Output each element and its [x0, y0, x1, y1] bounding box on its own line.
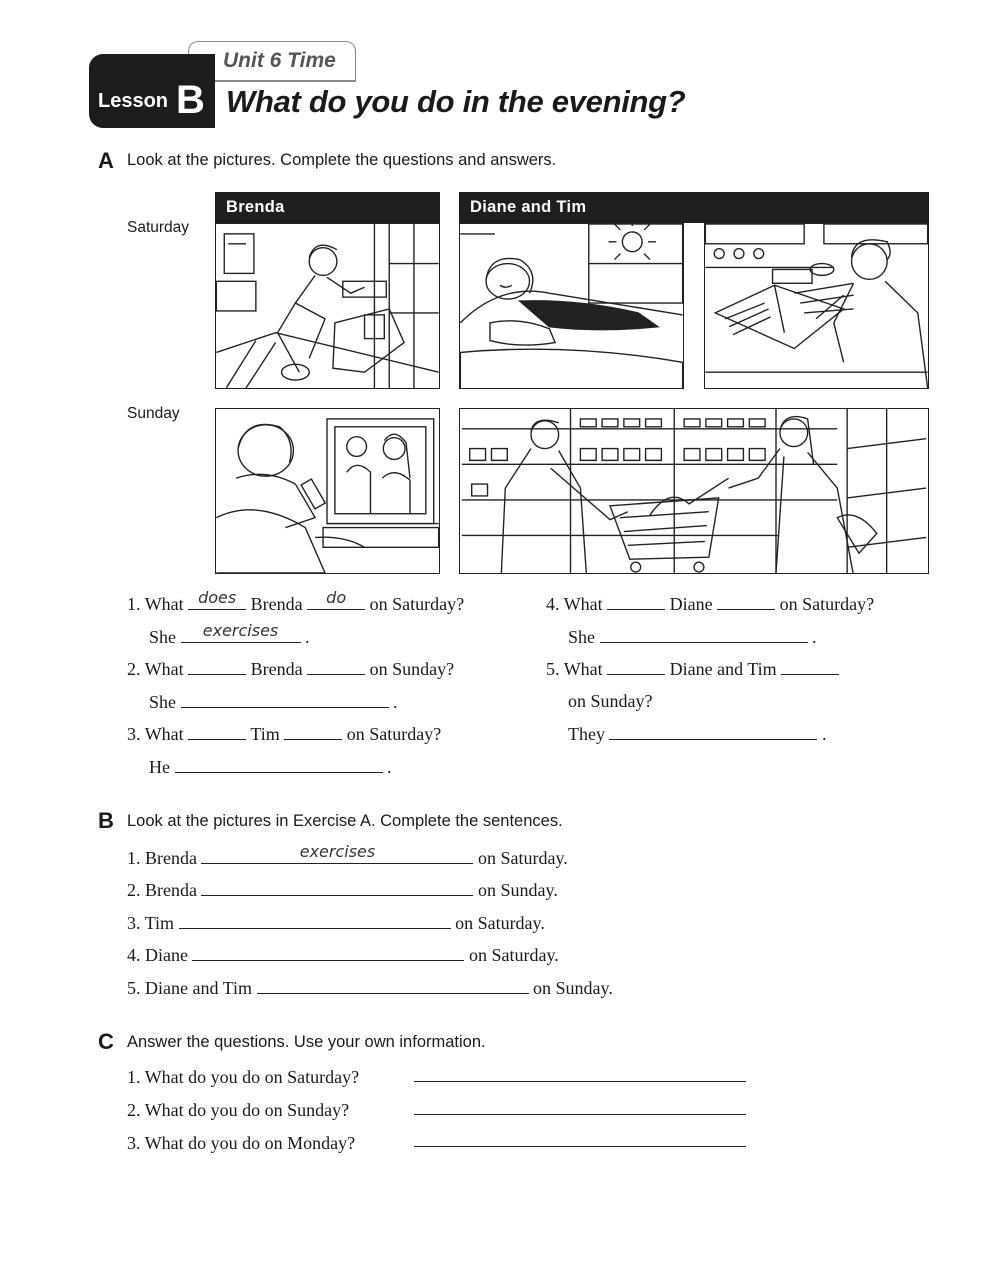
section-b-letter: B — [98, 808, 114, 833]
a-q3-subject: He — [149, 757, 170, 777]
b-item-4-subject: Diane — [145, 945, 188, 965]
section-a-instruction: Look at the pictures. Complete the questions and answers. — [127, 151, 557, 169]
page-title: What do you do in the evening? — [226, 84, 686, 119]
b-item-5-num: 5. — [127, 978, 141, 998]
section-a-letter: A — [98, 148, 114, 173]
b-item-3-subject: Tim — [144, 913, 175, 933]
a-q4-blank1[interactable] — [607, 592, 665, 610]
a-q5-what: What — [563, 659, 603, 679]
b-item-4-end: on Saturday. — [468, 945, 559, 965]
b-item-3-blank[interactable] — [179, 911, 451, 929]
picture-tim-studying — [704, 223, 929, 389]
a-q2-line — [127, 657, 454, 680]
a-q5-blank2[interactable] — [781, 657, 839, 675]
a-q3-blank3[interactable] — [175, 755, 383, 773]
a-q2-name: Brenda — [250, 659, 303, 679]
a-q3-line — [127, 722, 441, 745]
a-q1-blank1[interactable] — [188, 588, 246, 610]
lesson-letter: B — [176, 78, 205, 122]
b-item-2 — [127, 878, 558, 901]
a-q5-subject: They — [568, 724, 605, 744]
a-q3-name: Tim — [250, 724, 280, 744]
a-q1-num: 1. — [127, 594, 141, 614]
c-item-2-blank[interactable] — [414, 1097, 746, 1115]
unit-label: Unit 6 Time — [223, 49, 336, 72]
a-q2-num: 2. — [127, 659, 141, 679]
section-c-letter: C — [98, 1029, 114, 1054]
b-item-2-subject: Brenda — [145, 880, 197, 900]
a-q4-answer-line — [568, 625, 817, 648]
a-q5-name: Diane and Tim — [669, 659, 777, 679]
section-b-instruction: Look at the pictures in Exercise A. Complete the sentences. — [127, 812, 563, 830]
a-q2-subject: She — [149, 692, 176, 712]
a-q4-day: on Saturday? — [779, 594, 875, 614]
a-q2-blank3[interactable] — [181, 690, 389, 708]
b-item-2-end: on Sunday. — [477, 880, 558, 900]
a-q4-blank3[interactable] — [600, 625, 808, 643]
a-q1-period: . — [305, 627, 310, 647]
a-q1-blank2[interactable] — [307, 588, 365, 610]
b-item-3 — [127, 911, 545, 934]
day-label-sunday: Sunday — [127, 405, 180, 422]
b-item-5-subject: Diane and Tim — [145, 978, 253, 998]
a-q3-what: What — [144, 724, 184, 744]
a-q2-day: on Sunday? — [369, 659, 455, 679]
picture-brenda-watching-tv — [215, 408, 440, 574]
a-q1-subject: She — [149, 627, 176, 647]
name-bar-diane-tim — [459, 192, 929, 223]
a-q5-num: 5. — [546, 659, 560, 679]
a-q2-period: . — [393, 692, 398, 712]
c-item-2-num: 2. — [127, 1100, 141, 1120]
a-q5-period: . — [821, 724, 827, 744]
a-q1-answer1: does — [198, 588, 237, 607]
a-q1-answer3: exercises — [202, 621, 279, 640]
a-q2-blank1[interactable] — [188, 657, 246, 675]
a-q2-answer-line — [149, 690, 398, 713]
b-item-1-answer: exercises — [299, 842, 376, 861]
c-item-1-blank[interactable] — [414, 1064, 746, 1082]
picture-diane-sleeping — [459, 223, 684, 389]
a-q4-num: 4. — [546, 594, 560, 614]
picture-diane-tim-shopping — [459, 408, 929, 574]
a-q4-line — [546, 592, 874, 615]
lesson-word: Lesson — [98, 90, 169, 112]
a-q5-day-line — [568, 690, 653, 712]
a-q1-line — [127, 588, 465, 615]
a-q5-line — [546, 657, 839, 680]
a-q4-period: . — [812, 627, 817, 647]
section-c-instruction: Answer the questions. Use your own information. — [127, 1033, 486, 1051]
a-q1-day: on Saturday? — [369, 594, 465, 614]
a-q5-answer-line — [568, 722, 826, 745]
b-item-5-end: on Sunday. — [533, 978, 613, 998]
c-item-2-question: What do you do on Sunday? — [144, 1100, 350, 1120]
b-item-1-blank[interactable] — [201, 842, 473, 864]
c-item-1-question: What do you do on Saturday? — [144, 1067, 360, 1087]
c-item-2 — [127, 1099, 349, 1121]
b-item-2-blank[interactable] — [201, 878, 473, 896]
b-item-3-num: 3. — [127, 913, 141, 933]
a-q3-day: on Saturday? — [346, 724, 442, 744]
a-q3-num: 3. — [127, 724, 141, 744]
b-item-2-num: 2. — [127, 880, 141, 900]
b-item-1-num: 1. — [127, 848, 141, 868]
name-diane-tim: Diane and Tim — [470, 198, 587, 216]
b-item-4-blank[interactable] — [192, 943, 464, 961]
b-item-4-num: 4. — [127, 945, 141, 965]
a-q5-day: on Sunday? — [568, 691, 653, 711]
a-q1-what: What — [144, 594, 184, 614]
a-q1-blank3[interactable] — [181, 621, 301, 643]
b-item-1 — [127, 842, 568, 869]
b-item-1-end: on Saturday. — [477, 848, 568, 868]
lesson-badge — [89, 54, 215, 128]
c-item-3 — [127, 1132, 355, 1154]
a-q1-answer-line — [149, 621, 310, 648]
b-item-1-subject: Brenda — [145, 848, 197, 868]
a-q4-what: What — [563, 594, 603, 614]
a-q1-name: Brenda — [250, 594, 303, 614]
b-item-3-end: on Saturday. — [455, 913, 545, 933]
c-item-3-question: What do you do on Monday? — [144, 1133, 356, 1153]
c-item-3-num: 3. — [127, 1133, 141, 1153]
a-q4-subject: She — [568, 627, 595, 647]
a-q3-period: . — [387, 757, 392, 777]
a-q1-answer2: do — [326, 588, 347, 607]
a-q5-blank1[interactable] — [607, 657, 665, 675]
a-q3-answer-line — [149, 755, 392, 778]
a-q3-blank1[interactable] — [188, 722, 246, 740]
a-q4-name: Diane — [669, 594, 713, 614]
b-item-5 — [127, 976, 613, 999]
a-q4-blank2[interactable] — [717, 592, 775, 610]
b-item-4 — [127, 943, 559, 966]
a-q2-blank2[interactable] — [307, 657, 365, 675]
a-q5-blank3[interactable] — [609, 722, 817, 740]
name-bar-brenda — [215, 192, 440, 223]
b-item-5-blank[interactable] — [257, 976, 529, 994]
day-label-saturday: Saturday — [127, 219, 190, 236]
c-item-1 — [127, 1066, 359, 1088]
a-q2-what: What — [144, 659, 184, 679]
picture-brenda-exercising — [215, 223, 440, 389]
a-q3-blank2[interactable] — [284, 722, 342, 740]
c-item-3-blank[interactable] — [414, 1129, 746, 1147]
name-brenda: Brenda — [226, 198, 285, 216]
c-item-1-num: 1. — [127, 1067, 141, 1087]
